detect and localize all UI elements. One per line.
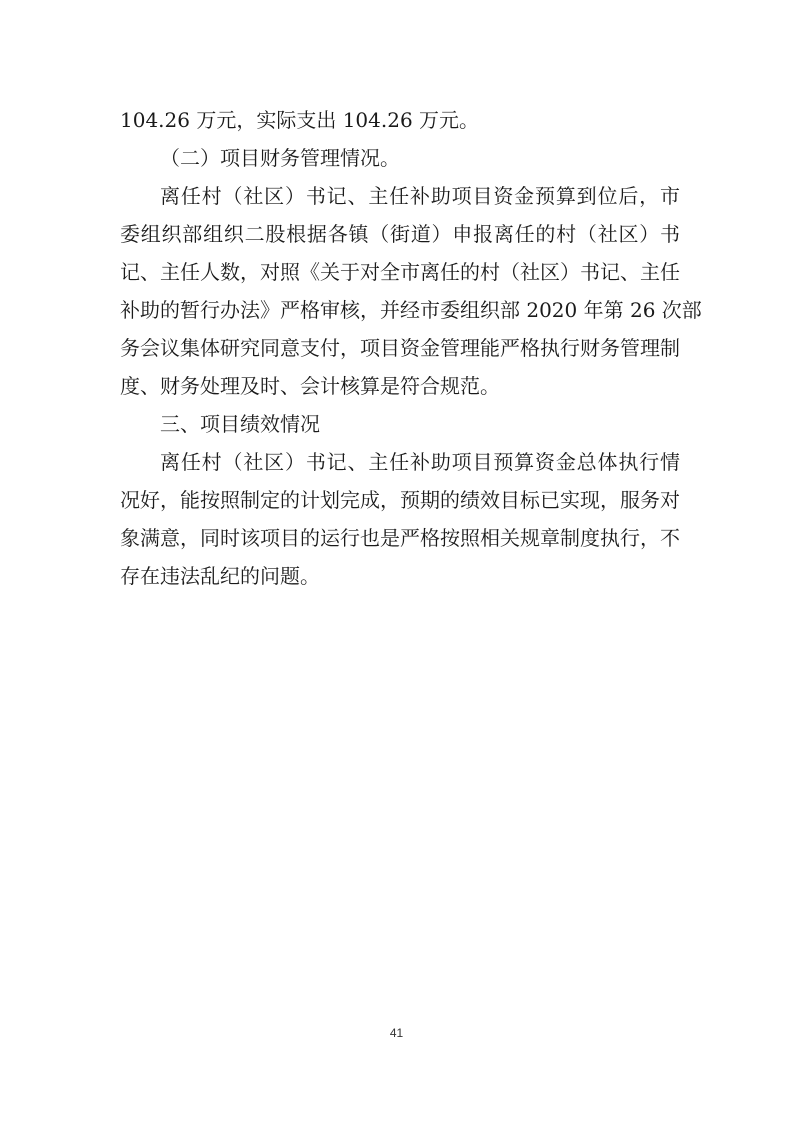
paragraph-line: 度、财务处理及时、会计核算是符合规范。 <box>120 374 500 398</box>
paragraph-line: 记、主任人数，对照《关于对全市离任的村（社区）书记、主任 <box>120 260 680 284</box>
paragraph-line: 存在违法乱纪的问题。 <box>120 564 320 588</box>
section-heading-finance: （二）项目财务管理情况。 <box>160 146 400 170</box>
paragraph-line: 象满意，同时该项目的运行也是严格按照相关规章制度执行，不 <box>120 526 680 550</box>
section-heading-performance: 三、项目绩效情况 <box>160 412 320 436</box>
paragraph-line: 委组织部组织二股根据各镇（街道）申报离任的村（社区）书 <box>120 222 680 246</box>
paragraph-line: 104.26 万元，实际支出 104.26 万元。 <box>120 108 480 132</box>
paragraph-line: 离任村（社区）书记、主任补助项目资金预算到位后，市 <box>160 184 680 208</box>
paragraph-line: 补助的暂行办法》严格审核，并经市委组织部 2020 年第 26 次部 <box>120 298 702 322</box>
paragraph-line: 况好，能按照制定的计划完成，预期的绩效目标已实现，服务对 <box>120 488 680 512</box>
page-number: 41 <box>389 1026 404 1040</box>
paragraph-line: 离任村（社区）书记、主任补助项目预算资金总体执行情 <box>160 450 680 474</box>
paragraph-line: 务会议集体研究同意支付，项目资金管理能严格执行财务管理制 <box>120 336 680 360</box>
